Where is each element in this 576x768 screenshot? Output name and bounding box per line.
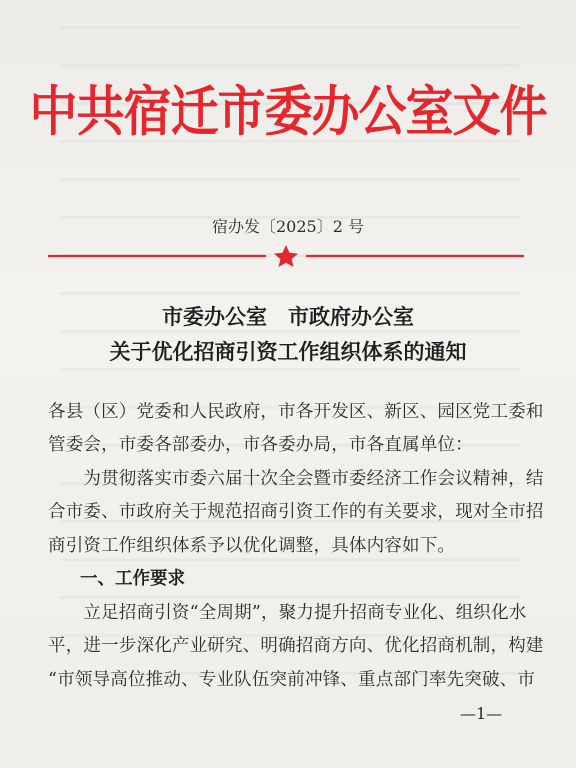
page-number: —1— [460, 704, 503, 723]
document-header-title: 中共宿迁市委办公室文件 [29, 80, 547, 144]
section-paragraph-line: 立足招商引资“全周期”，聚力提升招商专业化、组织化水 [48, 603, 527, 623]
red-star-icon [274, 245, 298, 267]
notice-title-line-1: 市委办公室 市政府办公室 [162, 304, 414, 329]
section-paragraph-line: “市领导高位推动、专业队伍突前冲锋、重点部门率先突破、市 [48, 670, 536, 690]
body-paragraph-line: 各县（区）党委和人民政府，市各开发区、新区、园区党工委和 [48, 402, 544, 422]
section-heading: 一、工作要求 [80, 569, 185, 589]
body-paragraph-line: 管委会，市委各部委办，市各委办局，市各直属单位： [48, 435, 473, 455]
body-paragraph-line: 合市委、市政府关于规范招商引资工作的有关要求，现对全市招 [48, 502, 544, 522]
body-paragraph-line: 商引资工作组织体系予以优化调整，具体内容如下。 [48, 536, 456, 556]
notice-title-line-2: 关于优化招商引资工作组织体系的通知 [109, 339, 467, 364]
red-divider-rule [48, 244, 524, 268]
body-paragraph-line: 为贯彻落实市委六届十次全会暨市委经济工作会议精神，结 [48, 469, 544, 489]
document-number: 宿办发〔2025〕2 号 [212, 217, 364, 236]
section-paragraph-line: 平，进一步深化产业研究、明确招商方向、优化招商机制，构建 [48, 636, 544, 656]
